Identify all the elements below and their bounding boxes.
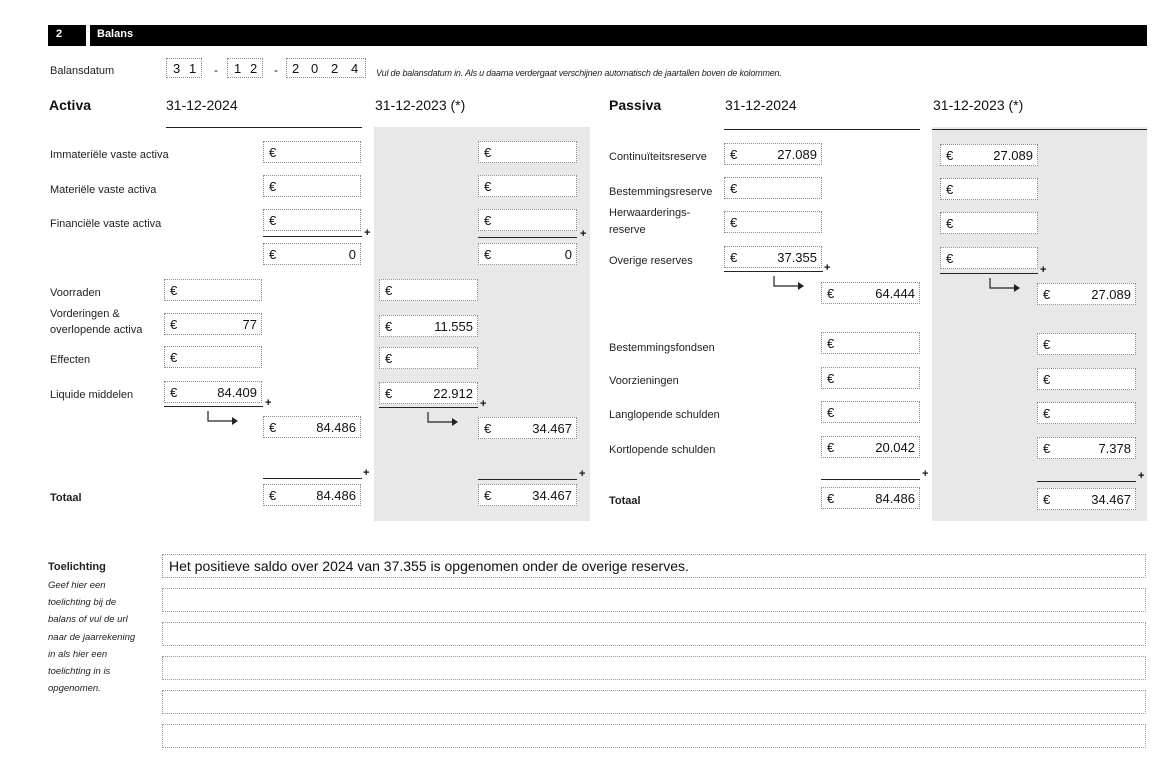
vlottende-activa-previous-subtotal: € 34.467 [478,417,577,439]
sum-rule [164,406,263,407]
voorzieningen-label: Voorzieningen [609,375,679,387]
toelichting-line-3[interactable] [162,622,1146,646]
voorraden-current-input[interactable]: € [164,279,262,301]
activa-previous-date-header: 31-12-2023 (*) [375,97,466,113]
voorzieningen-previous-input[interactable]: € [1037,368,1136,390]
year-digit-2: 0 [311,61,319,76]
sum-rule [263,236,362,237]
sum-rule [940,273,1038,274]
overige-reserves-previous-input[interactable]: € [940,247,1038,269]
materieel-label: Materiële vaste activa [50,184,157,196]
voorraden-previous-input[interactable]: € [379,279,478,301]
plus-sign: + [1138,470,1145,482]
activa-current-date-header: 31-12-2024 [166,97,238,113]
activa-total-label: Totaal [50,492,82,504]
bestemmingsreserve-previous-input[interactable]: € [940,178,1038,200]
toelichting-line-1[interactable]: Het positieve saldo over 2024 van 37.355 is opgenomen onder de overige reserves. [162,554,1146,578]
total-rule [1037,481,1136,482]
overige-reserves-current-input[interactable]: € 37.355 [724,246,822,268]
materieel-previous-input[interactable]: € [478,175,577,197]
section-number: 2 [56,28,63,40]
bestemmingsreserve-current-input[interactable]: € [724,177,822,199]
plus-sign: + [824,262,831,274]
financieel-previous-input[interactable]: € [478,209,577,231]
kortlopend-current-input[interactable]: € 20.042 [821,436,920,458]
plus-sign: + [480,398,487,410]
passiva-previous-date-header: 31-12-2023 (*) [933,97,1024,113]
plus-sign: + [363,467,370,479]
day-digit-2: 1 [189,61,197,76]
toelichting-line-6[interactable] [162,724,1146,748]
total-rule [263,478,362,479]
plus-sign: + [580,228,587,240]
passiva-current-total: € 84.486 [821,487,920,509]
toelichting-title: Toelichting [48,561,106,573]
plus-sign: + [265,397,272,409]
eigen-vermogen-current-subtotal: € 64.444 [821,282,920,304]
activa-heading: Activa [49,97,92,113]
liquide-current-input[interactable]: € 84.409 [164,381,262,403]
subtotal-arrow-icon [772,276,806,290]
activa-header-rule [166,127,362,128]
continuiteit-label: Continuïteitsreserve [609,151,707,163]
toelichting-line-2[interactable] [162,588,1146,612]
toelichting-line-4[interactable] [162,656,1146,680]
month-digit-1: 1 [234,61,242,76]
passiva-header-rule [724,129,920,130]
liquide-previous-input[interactable]: € 22.912 [379,382,478,404]
voorraden-label: Voorraden [50,287,101,299]
year-digit-1: 2 [292,61,300,76]
toelichting-help: Geef hier een toelichting bij de balans of vul de url naar de jaarrekening in als hier een toelichting in is opgenomen. [48,580,136,695]
sum-rule [379,407,478,408]
liquide-label: Liquide middelen [50,389,134,401]
subtotal-arrow-icon [206,411,240,425]
activa-previous-total: € 34.467 [478,484,577,506]
passiva-heading: Passiva [609,97,662,113]
plus-sign: + [1040,264,1047,276]
date-separator: - [274,63,278,77]
vorderingen-label-line-1: Vorderingen & [50,308,120,320]
bestemmingsfondsen-label: Bestemmingsfondsen [609,342,715,354]
balansdatum-hint: Vul de balansdatum in. Als u daarna verdergaat verschijnen automatisch de jaartallen boven de kolommen. [376,68,782,78]
vorderingen-label-line-2: overlopende activa [50,324,143,336]
day-digit-1: 3 [173,61,181,76]
continuiteit-previous-input[interactable]: € 27.089 [940,144,1038,166]
kortlopend-label: Kortlopende schulden [609,444,716,456]
langlopend-previous-input[interactable]: € [1037,402,1136,424]
month-digit-2: 2 [250,61,258,76]
section-header-bar [48,25,1147,46]
langlopend-current-input[interactable]: € [821,401,920,423]
plus-sign: + [922,468,929,480]
section-header-divider [86,25,90,46]
materieel-current-input[interactable]: € [263,175,361,197]
bestemmingsfondsen-current-input[interactable]: € [821,332,920,354]
passiva-total-label: Totaal [609,495,641,507]
passiva-previous-total: € 34.467 [1037,488,1136,510]
total-rule [478,479,577,480]
vaste-activa-previous-subtotal: € 0 [478,243,577,265]
continuiteit-current-input[interactable]: € 27.089 [724,143,822,165]
date-separator: - [214,63,218,77]
passiva-previous-header-rule [932,129,1147,130]
effecten-previous-input[interactable]: € [379,347,478,369]
financieel-current-input[interactable]: € [263,209,361,231]
langlopend-label: Langlopende schulden [609,409,720,421]
vaste-activa-current-subtotal: € 0 [263,243,361,265]
sum-rule [478,237,577,238]
financieel-label: Financiële vaste activa [50,218,162,230]
herwaardering-label-line-2: reserve [609,224,646,236]
year-digit-4: 4 [351,61,359,76]
kortlopend-previous-input[interactable]: € 7.378 [1037,437,1136,459]
herwaardering-current-input[interactable]: € [724,211,822,233]
effecten-current-input[interactable]: € [164,346,262,368]
passiva-current-date-header: 31-12-2024 [725,97,797,113]
toelichting-line-5[interactable] [162,690,1146,714]
balansdatum-day-field[interactable] [166,58,202,78]
sum-rule [724,271,823,272]
plus-sign: + [579,468,586,480]
balansdatum-label: Balansdatum [50,65,115,77]
subtotal-arrow-icon [426,412,460,426]
vlottende-activa-current-subtotal: € 84.486 [263,416,361,438]
section-title: Balans [97,28,134,40]
activa-current-total: € 84.486 [263,484,361,506]
immaterieel-label: Immateriële vaste activa [50,149,169,161]
voorzieningen-current-input[interactable]: € [821,367,920,389]
eigen-vermogen-previous-subtotal: € 27.089 [1037,283,1136,305]
herwaardering-previous-input[interactable]: € [940,212,1038,234]
bestemmingsfondsen-previous-input[interactable]: € [1037,333,1136,355]
plus-sign: + [364,227,371,239]
herwaardering-label-line-1: Herwaarderings- [609,207,691,219]
total-rule [821,479,920,480]
vorderingen-current-input[interactable]: € 77 [164,313,262,335]
immaterieel-previous-input[interactable]: € [478,141,577,163]
balansdatum-year-field[interactable] [286,58,366,78]
overige-reserves-label: Overige reserves [609,255,693,267]
year-digit-3: 2 [331,61,339,76]
bestemmingsreserve-label: Bestemmingsreserve [609,186,713,198]
vorderingen-previous-input[interactable]: € 11.555 [379,315,478,337]
immaterieel-current-input[interactable]: € [263,141,361,163]
balansdatum-month-field[interactable] [227,58,263,78]
effecten-label: Effecten [50,354,91,366]
subtotal-arrow-icon [988,278,1022,292]
